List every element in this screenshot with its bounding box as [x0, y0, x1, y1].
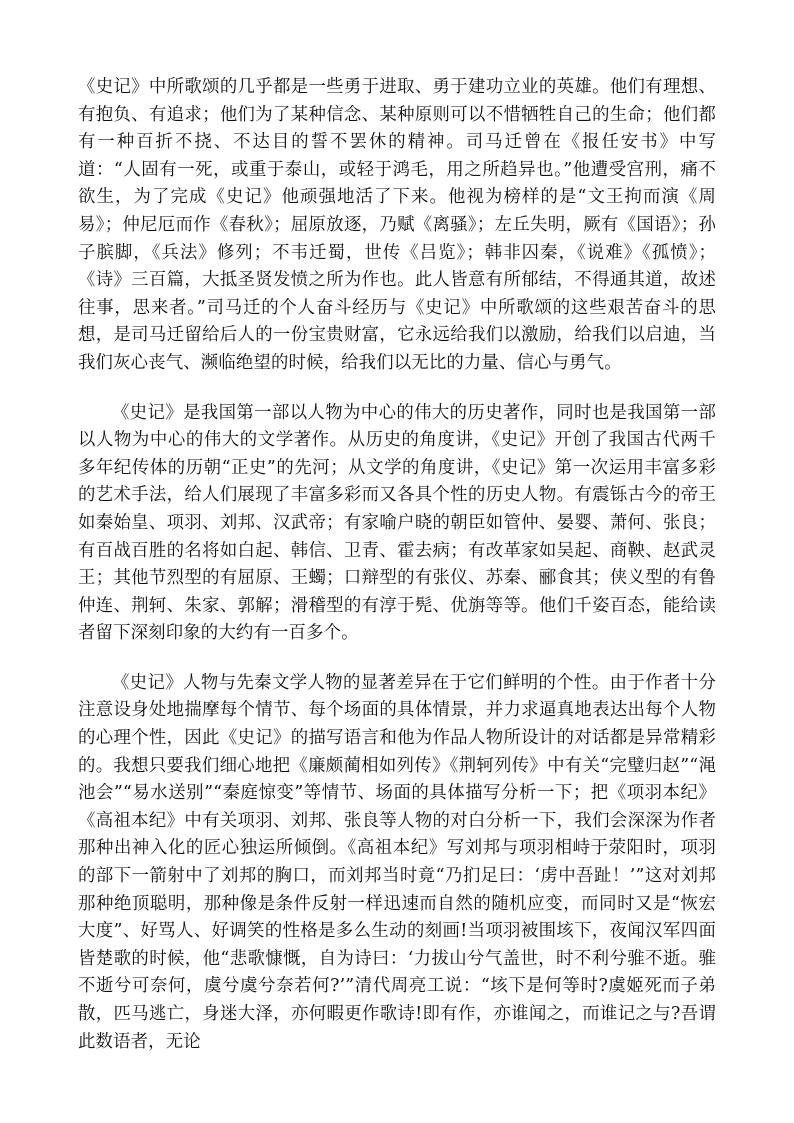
paragraph-1: 《史记》中所歌颂的几乎都是一些勇于进取、勇于建功立业的英雄。他们有理想、有抱负、有追求；他们为了某种信念、某种原则可以不惜牺牲自己的生命；他们都有一种百折不挠、不达目的誓不罢休的精神。司马迁曾在《报任安书》中写道：“人固有一死，或重于泰山，或轻于鸿毛，用之所趋异也。”他遭受宫刑，痛不欲生，为了完成《史记》他顽强地活了下来。他视为榜样的是“文王拘而演《周易》；仲尼厄而作《春秋》；屈原放逐，乃赋《离骚》；左丘失明，厥有《国语》；孙子膑脚，《兵法》修列；不韦迁蜀，世传《吕览》；韩非囚秦，《说难》《孤愤》；《诗》三百篇，大抵圣贤发愤之所为作也。此人皆意有所郁结，不得通其道，故述往事，思来者。”司马迁的个人奋斗经历与《史记》中所歌颂的这些艰苦奋斗的思想，是司马迁留给后人的一份宝贵财富，它永远给我们以激励，给我们以启迪，当我们灰心丧气、濒临绝望的时候，给我们以无比的力量、信心与勇气。: [78, 77, 716, 373]
paragraph-3: 《史记》人物与先秦文学人物的显著差异在于它们鲜明的个性。由于作者十分注意设身处地揣摩每个情节、每个场面的具体情景，并力求逼真地表达出每个人物的心理个性，因此《史记》的描写语言和他为作品人物所设计的对话都是异常精彩的。我想只要我们细心地把《廉颇蔺相如列传》《荆轲列传》中有关“完璧归赵”“渑池会”“易水送别”“秦庭惊变”等情节、场面的具体描写分析一下；把《项羽本纪》《高祖本纪》中有关项羽、刘邦、张良等人物的对白分析一下，我们会深深为作者那种出神入化的匠心独运所倾倒。《高祖本纪》写刘邦与项羽相峙于荥阳时，项羽的部下一箭射中了刘邦的胸口，而刘邦当时竟“乃扪足曰：‘虏中吾趾！’”这对刘邦那种绝顶聪明，那种像是条件反射一样迅速而自然的随机应变，而同时又是“恢宏大度”、好骂人、好调笑的性格是多么生动的刻画!当项羽被围垓下，夜闻汉军四面皆楚歌的时候，他“悲歌慷慨，自为诗曰：‘力拔山兮气盖世，时不利兮骓不逝。骓不逝兮可奈何，虞兮虞兮奈若何?’”清代周亮工说：“垓下是何等时?虞姬死而子弟散，匹马逃亡，身迷大泽，亦何暇更作歌诗!即有作，亦谁闻之，而谁记之与?吾谓此数语者，无论: [78, 672, 716, 1052]
paragraph-2: 《史记》是我国第一部以人物为中心的伟大的历史著作，同时也是我国第一部以人物为中心的伟大的文学著作。从历史的角度讲，《史记》开创了我国古代两千多年纪传体的历朝“正史”的先河；从文学的角度讲，《史记》第一次运用丰富多彩的艺术手法，给人们展现了丰富多彩而又各具个性的历史人物。有震铄古今的帝王如秦始皇、项羽、刘邦、汉武帝；有家喻户晓的朝臣如管仲、晏婴、萧何、张良；有百战百胜的名将如白起、韩信、卫青、霍去病；有改革家如吴起、商鞅、赵武灵王；其他节烈型的有屈原、王蠋；口辩型的有张仪、苏秦、郦食其；侠义型的有鲁仲连、荆轲、朱家、郭解；滑稽型的有淳于髡、优旃等等。他们千姿百态，能给读者留下深刻印象的大约有一百多个。: [78, 402, 716, 644]
document-body: [78, 74, 716, 1056]
